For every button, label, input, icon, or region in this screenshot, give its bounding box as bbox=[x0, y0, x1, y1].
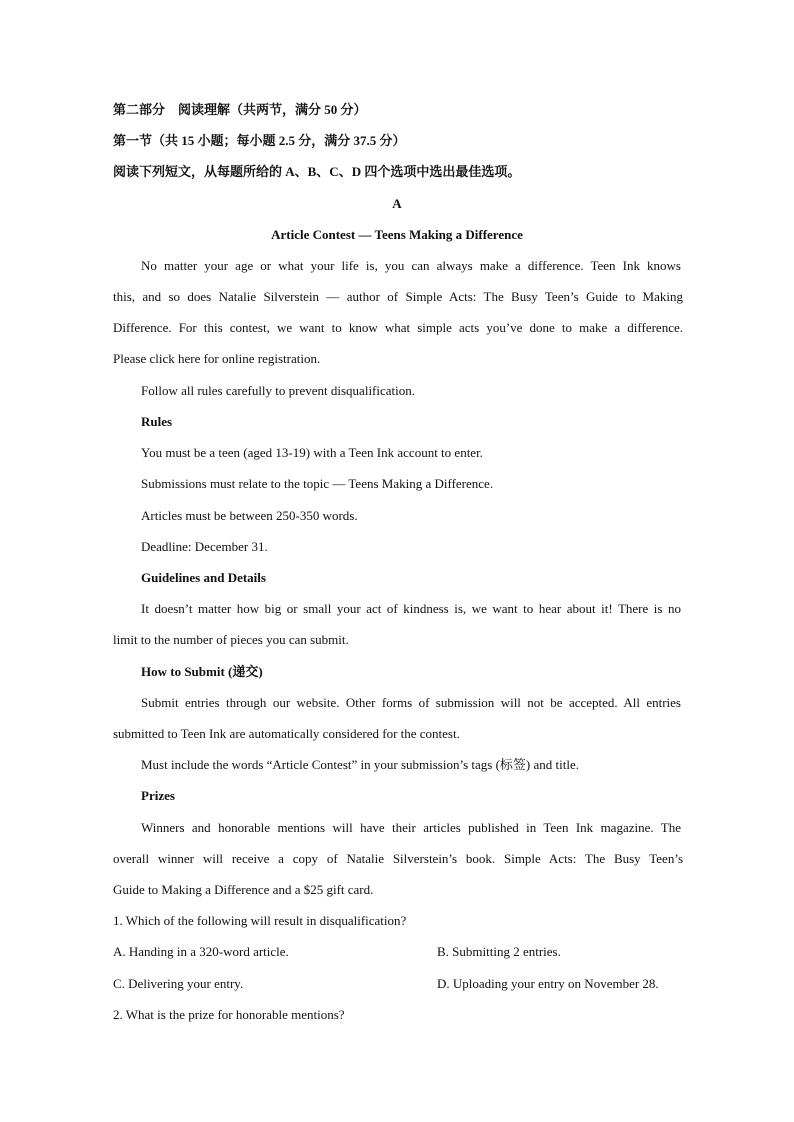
prizes-line: overall winner will receive a copy of Natalie Silverstein’s book. Simple Acts: The Busy Teen’s bbox=[113, 851, 683, 866]
rule-item: You must be a teen (aged 13-19) with a Teen Ink account to enter. bbox=[141, 445, 483, 460]
instruction: 阅读下列短文，从每题所给的 A、B、C、D 四个选项中选出最佳选项。 bbox=[113, 164, 521, 179]
rule-item: Articles must be between 250-350 words. bbox=[141, 508, 358, 523]
intro-line: No matter your age or what your life is, you can always make a difference. Teen Ink knows bbox=[141, 258, 681, 273]
question-1-option-c[interactable]: C. Delivering your entry. bbox=[113, 976, 244, 991]
question-1-option-a[interactable]: A. Handing in a 320-word article. bbox=[113, 944, 289, 959]
prizes-line: Guide to Making a Difference and a $25 gift card. bbox=[113, 882, 374, 897]
question-2-stem: 2. What is the prize for honorable mentions? bbox=[113, 1007, 345, 1022]
submit-line: Submit entries through our website. Other forms of submission will not be accepted. All entries bbox=[141, 695, 681, 710]
rule-item: Deadline: December 31. bbox=[141, 539, 268, 554]
rules-heading: Rules bbox=[141, 414, 173, 429]
rule-item: Submissions must relate to the topic — Teens Making a Difference. bbox=[141, 476, 494, 491]
question-1-option-d[interactable]: D. Uploading your entry on November 28. bbox=[437, 976, 659, 991]
submit-heading: How to Submit (递交) bbox=[141, 664, 263, 679]
part-heading: 第二部分 阅读理解（共两节，满分 50 分） bbox=[113, 102, 367, 117]
submit-line: submitted to Teen Ink are automatically considered for the contest. bbox=[113, 726, 460, 741]
intro-line: this, and so does Natalie Silverstein — author of Simple Acts: The Busy Teen’s Guide to Making bbox=[113, 289, 683, 304]
question-1-option-b[interactable]: B. Submitting 2 entries. bbox=[437, 944, 561, 959]
passage-title: Article Contest — Teens Making a Difference bbox=[271, 227, 523, 242]
question-1-stem: 1. Which of the following will result in disqualification? bbox=[113, 913, 407, 928]
guidelines-heading: Guidelines and Details bbox=[141, 570, 266, 585]
intro-line: Difference. For this contest, we want to know what simple acts you’ve done to make a difference. bbox=[113, 320, 683, 335]
intro-line: Please click here for online registration. bbox=[113, 351, 321, 366]
prizes-line: Winners and honorable mentions will have their articles published in Teen Ink magazine. The bbox=[141, 820, 681, 835]
submit-tags-line: Must include the words “Article Contest” in your submission’s tags (标签) and title. bbox=[141, 757, 579, 772]
passage-letter: A bbox=[392, 196, 402, 211]
guidelines-line: It doesn’t matter how big or small your act of kindness is, we want to hear about it! There is no bbox=[141, 601, 681, 616]
prizes-heading: Prizes bbox=[141, 788, 175, 803]
section-heading: 第一节（共 15 小题；每小题 2.5 分，满分 37.5 分） bbox=[113, 133, 406, 148]
follow-rules-text: Follow all rules carefully to prevent disqualification. bbox=[141, 383, 416, 398]
guidelines-line: limit to the number of pieces you can submit. bbox=[113, 632, 349, 647]
